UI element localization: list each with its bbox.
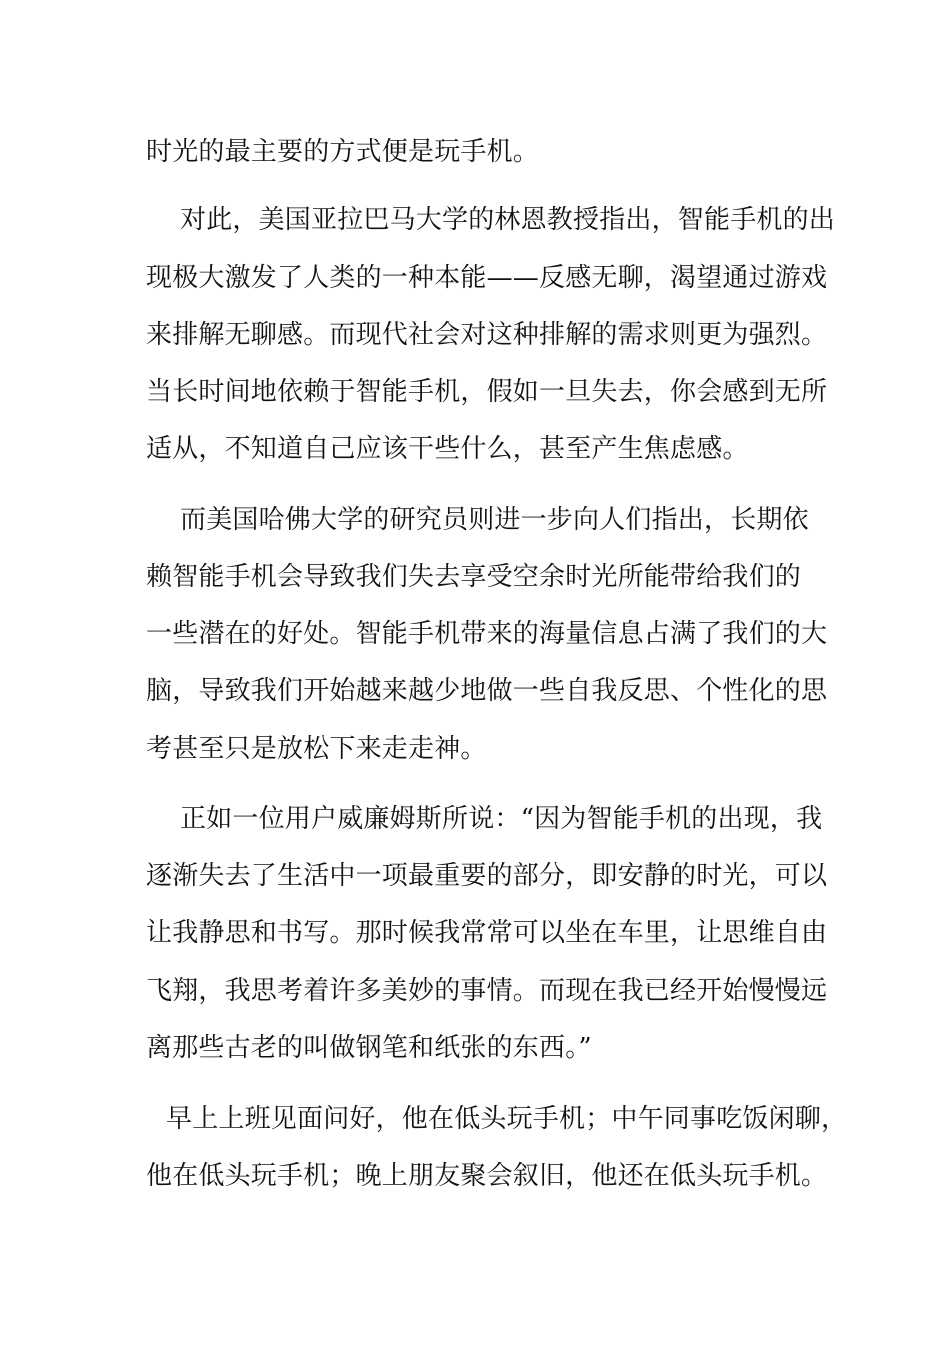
paragraph-2-line-3: 来排解无聊感。而现代社会对这种排解的需求则更为强烈。 <box>146 320 828 350</box>
paragraph-5-line-2: 他在低头玩手机；晚上朋友聚会叙旧，他还在低头玩手机。 <box>146 1161 828 1191</box>
paragraph-3-line-4: 脑，导致我们开始越来越少地做一些自我反思、个性化的思 <box>146 676 828 706</box>
paragraph-2-line-4: 当长时间地依赖于智能手机，假如一旦失去，你会感到无所 <box>146 377 828 407</box>
paragraph-2-line-5: 适从，不知道自己应该干些什么，甚至产生焦虑感。 <box>146 434 749 464</box>
paragraph-4-line-3: 让我静思和书写。那时候我常常可以坐在车里，让思维自由 <box>146 918 828 948</box>
paragraph-1-line-1: 时光的最主要的方式便是玩手机。 <box>146 137 540 167</box>
paragraph-3-line-5: 考甚至只是放松下来走走神。 <box>146 734 487 764</box>
paragraph-4-line-1: 正如一位用户威廉姆斯所说：“因为智能手机的出现，我 <box>180 804 823 834</box>
paragraph-2-line-2: 现极大激发了人类的一种本能——反感无聊，渴望通过游戏 <box>146 263 828 293</box>
paragraph-2-line-1: 对此，美国亚拉巴马大学的林恩教授指出，智能手机的出 <box>180 205 836 235</box>
paragraph-5-line-1: 早上上班见面问好，他在低头玩手机；中午同事吃饭闲聊， <box>166 1104 848 1134</box>
paragraph-3-line-2: 赖智能手机会导致我们失去享受空余时光所能带给我们的 <box>146 562 802 592</box>
paragraph-3-line-1: 而美国哈佛大学的研究员则进一步向人们指出，长期依 <box>180 505 809 535</box>
paragraph-3-line-3: 一些潜在的好处。智能手机带来的海量信息占满了我们的大 <box>146 619 828 649</box>
paragraph-4-line-2: 逐渐失去了生活中一项最重要的部分，即安静的时光，可以 <box>146 861 828 891</box>
paragraph-4-line-4: 飞翔，我思考着许多美妙的事情。而现在我已经开始慢慢远 <box>146 976 828 1006</box>
paragraph-4-line-5: 离那些古老的叫做钢笔和纸张的东西。” <box>146 1033 592 1063</box>
